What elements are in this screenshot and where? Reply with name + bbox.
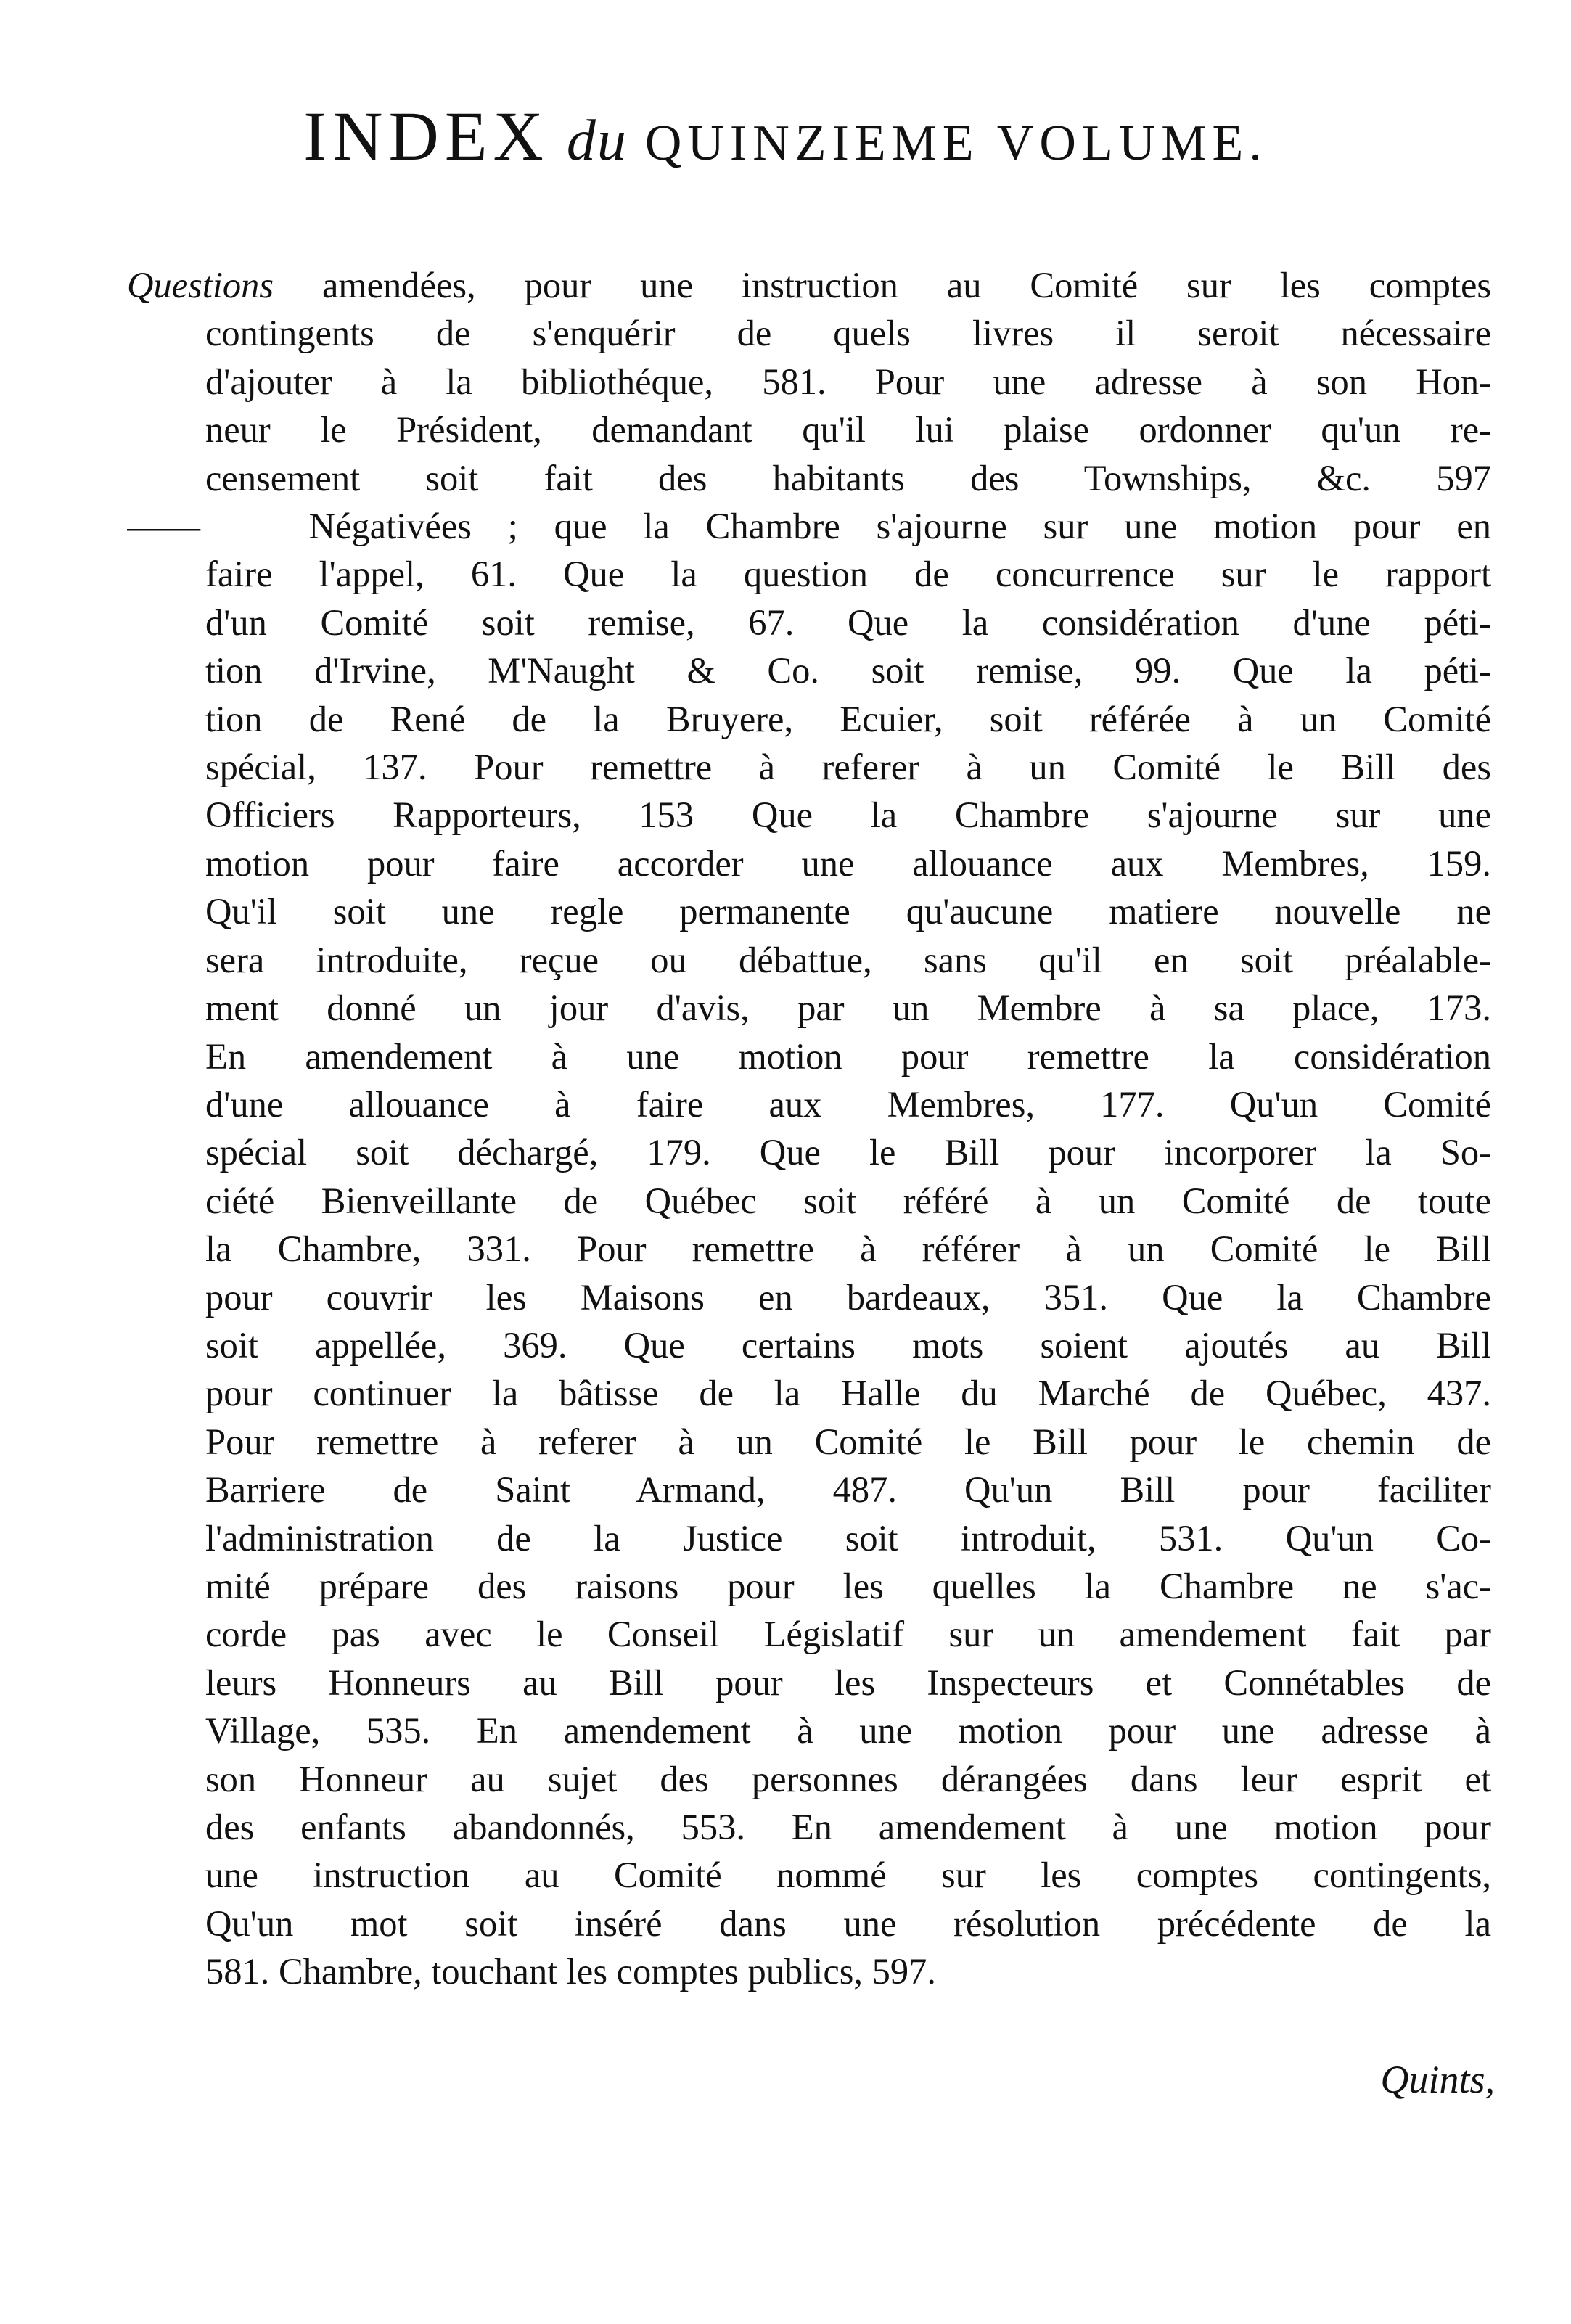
entry-line: son Honneur au sujet des personnes dérangées dans leur esprit et [205, 1758, 1491, 1799]
entry-line: une instruction au Comité nommé sur les comptes contingents, [205, 1855, 1491, 1896]
entry-line: soit appellée, 369. Que certains mots soient ajoutés au Bill [205, 1324, 1491, 1366]
entry-line: Barriere de Saint Armand, 487. Qu'un Bill pour faciliter [205, 1469, 1491, 1511]
entry-line: pour couvrir les Maisons en bardeaux, 351. Que la Chambre [205, 1276, 1491, 1318]
entry-line: corde pas avec le Conseil Législatif sur un amendement fait par [205, 1614, 1491, 1655]
title-volume: QUINZIEME VOLUME. [644, 115, 1268, 171]
catchword: Quints, [1380, 2058, 1495, 2101]
entry-line: leurs Honneurs au Bill pour les Inspecteurs et Connétables de [205, 1662, 1491, 1703]
entry-line: d'une allouance à faire aux Membres, 177. Qu'un Comité [205, 1083, 1491, 1125]
entry-lead-word: Questions [127, 265, 274, 305]
entry-line: ciété Bienveillante de Québec soit référé à un Comité de toute [205, 1180, 1491, 1221]
index-entry [127, 261, 1491, 1996]
entry-line: censement soit fait des habitants des Townships, &c. 597 [205, 457, 1491, 498]
page-title [0, 97, 1571, 175]
title-du: du [566, 109, 628, 173]
entry-line: tion d'Irvine, M'Naught & Co. soit remise, 99. Que la péti- [205, 650, 1491, 691]
entry-line: la Chambre, 331. Pour remettre à référer à un Comité le Bill [205, 1228, 1491, 1270]
entry-line: Questions amendées, pour une instruction au Comité sur les comptes [127, 265, 1491, 305]
entry-line: contingents de s'enquérir de quels livres il seroit nécessaire [205, 313, 1491, 354]
entry-line: Officiers Rapporteurs, 153 Que la Chambre s'ajourne sur une [205, 794, 1491, 836]
dash-rule: —— [127, 506, 200, 547]
entry-line: des enfants abandonnés, 553. En amendement à une motion pour [205, 1807, 1491, 1847]
entry-line: 581. Chambre, touchant les comptes publics, 597. [205, 1951, 937, 1992]
entry-line: ment donné un jour d'avis, par un Membre à sa place, 173. [205, 988, 1491, 1029]
entry-line: d'un Comité soit remise, 67. Que la considération d'une péti- [205, 601, 1491, 643]
entry-line: tion de René de la Bruyere, Ecuier, soit référée à un Comité [205, 698, 1491, 739]
entry-line: d'ajouter à la bibliothéque, 581. Pour une adresse à son Hon- [205, 361, 1491, 402]
entry-line: faire l'appel, 61. Que la question de concurrence sur le rapport [205, 554, 1491, 595]
entry-line: pour continuer la bâtisse de la Halle du Marché de Québec, 437. [205, 1373, 1491, 1414]
entry-line: motion pour faire accorder une allouance aux Membres, 159. [205, 842, 1491, 884]
entry-line: Village, 535. En amendement à une motion pour une adresse à [205, 1710, 1491, 1752]
entry-line: Qu'il soit une regle permanente qu'aucune matiere nouvelle ne [205, 891, 1491, 932]
title-index: INDEX [303, 97, 549, 175]
entry-line: spécial soit déchargé, 179. Que le Bill pour incorporer la So- [205, 1132, 1491, 1173]
entry-line: mité prépare des raisons pour les quelles la Chambre ne s'ac- [205, 1565, 1491, 1606]
entry-line: —— Négativées ; que la Chambre s'ajourne sur une motion pour en [127, 502, 1491, 550]
entry-line: neur le Président, demandant qu'il lui plaise ordonner qu'un re- [205, 409, 1491, 451]
entry-line: En amendement à une motion pour remettre la considération [205, 1035, 1491, 1077]
entry-line: sera introduite, reçue ou débattue, sans qu'il en soit préalable- [205, 939, 1491, 980]
entry-line: spécial, 137. Pour remettre à referer à un Comité le Bill des [205, 747, 1491, 788]
entry-line: Qu'un mot soit inséré dans une résolution précédente de la [205, 1902, 1491, 1944]
entry-line: l'administration de la Justice soit introduit, 531. Qu'un Co- [205, 1517, 1491, 1559]
entry-line: Pour remettre à referer à un Comité le Bill pour le chemin de [205, 1421, 1491, 1462]
